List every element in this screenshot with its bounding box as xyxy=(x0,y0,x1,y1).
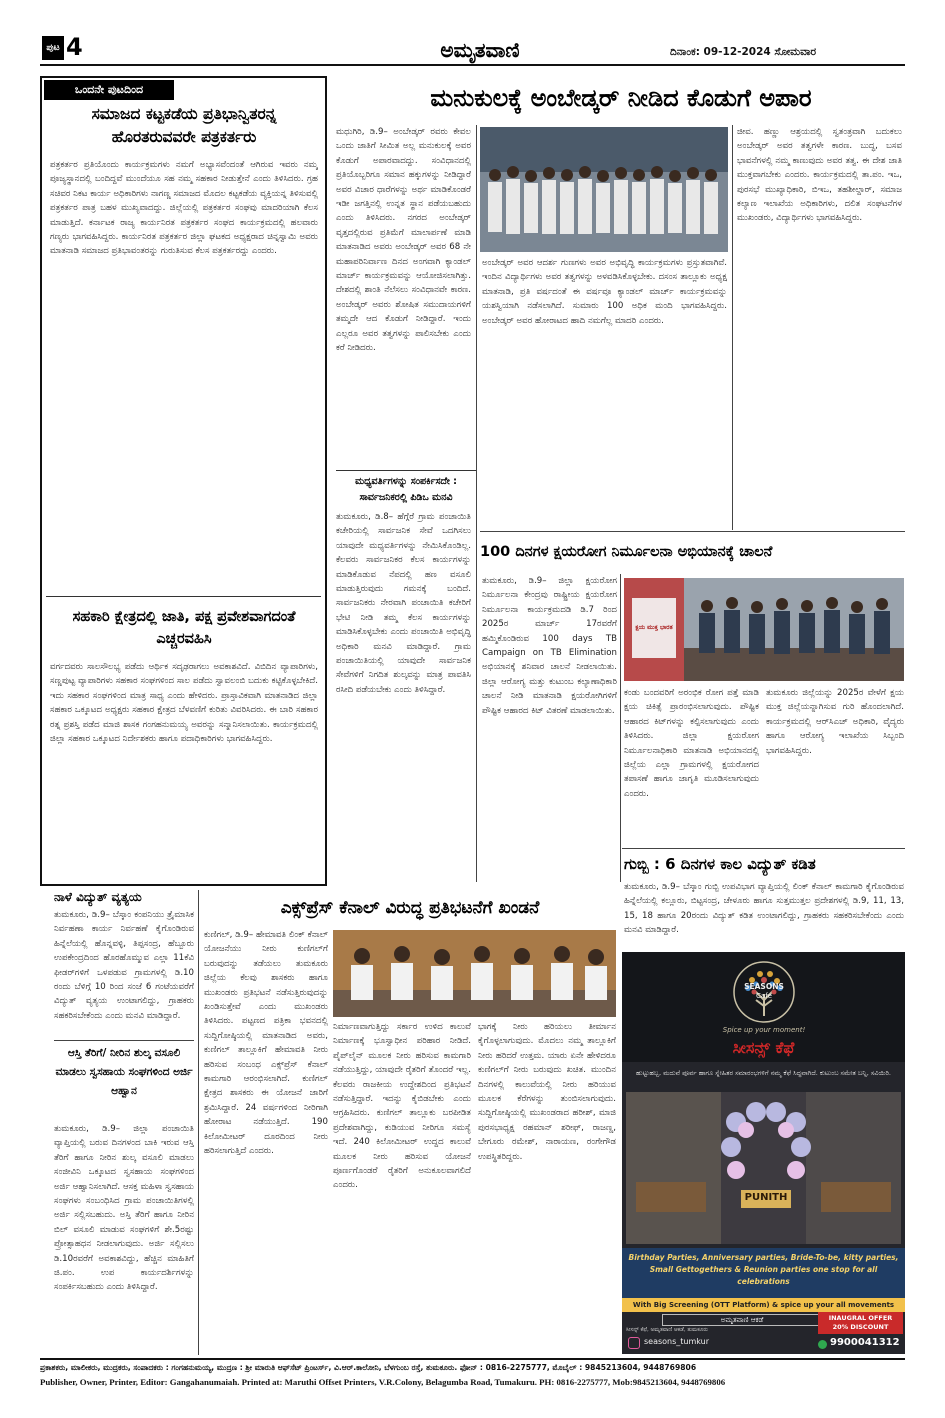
brief-2-body: ತುಮಕೂರು, ಡಿ.9– ಜಿಲ್ಲಾ ಪಂಚಾಯಿತಿ ವ್ಯಾಪ್ತಿಯಲ್ಲಿ ಬರುವ ದಿನಗಳಂದ ಬಾಕಿ ಇರುವ ಆಸ್ತಿ ತೆರಿಗೆ ಹಾಗೂ ನೀರಿನ ಶುಲ್ಕ ವಸೂಲಿ ಮಾಡಲು ಸಂಜೀವಿನಿ ಒಕ್ಕೂಟದ ಸ್ವಸಹಾಯ ಸಂಘಗಳಿಂದ ಅರ್ಜಿ ಆಹ್ವಾನಿಸಲಾಗಿದೆ. ಆಸಕ್ತ ಮಹಿಳಾ ಸ್ವಸಹಾಯ ಸಂಘಗಳು ಸಂಬಂಧಿಸಿದ ಗ್ರಾಮ ಪಂಚಾಯಿತಿಗಳಲ್ಲಿ ಅರ್ಜಿ ಸಲ್ಲಿಸಬಹುದು. ಅಸ್ತಿ ತೆರಿಗೆ ಹಾಗೂ ನೀರಿನ ಬಿಲ್ ವಸೂಲಿ ಮಾಡುವ ಸಂಘಗಳಿಗೆ ಶೇ.5ರಷ್ಟು ಪ್ರೋತ್ಸಾಹಧನ ನೀಡಲಾಗುವುದು. ಅರ್ಜಿ ಸಲ್ಲಿಸಲು ಡಿ.10ರವರೆಗೆ ಅವಕಾಶವಿದ್ದು, ಹೆಚ್ಚಿನ ಮಾಹಿತಿಗೆ ಜಿ.ಪಂ. ಉಪ ಕಾರ್ಯದರ್ಶಿಗಳನ್ನು ಸಂಪರ್ಕಿಸಬಹುದು ಎಂದು ತಿಳಿಸಿದ್ದಾರೆ. xyxy=(54,1124,194,1293)
main-sub-headline: ಮಧ್ಯವರ್ತಿಗಳನ್ನು ಸಂಪರ್ಕಿಸದೇ : ಸಾರ್ವಜನಿಕರಲ್ಲಿ ಪಿಡಿಒ ಮನವಿ xyxy=(355,476,457,503)
date-line: ದಿನಾಂಕ: 09-12-2024 ಸೋಮವಾರ xyxy=(670,46,817,58)
main-body-c: ಅಂಬೇಡ್ಕರ್ ಅವರ ಆದರ್ಶ ಗುಣಗಳು ಅವರ ಅಭಿವೃದ್ಧಿ ಕಾರ್ಯಕ್ರಮಗಳು ಪ್ರಸ್ತುತವಾಗಿವೆ. ಇಂದಿನ ವಿದ್ಯಾರ್ಥಿಗಳು ಅವರ ತತ್ವಗಳನ್ನು ಅಳವಡಿಸಿಕೊಳ್ಳಬೇಕು. ದಸಂಸ ತಾಲ್ಲೂಕು ಅಧ್ಯಕ್ಷ ಮಾತನಾಡಿ, ಪ್ರತಿ ವರ್ಷದಂತೆ ಈ ವರ್ಷವೂ ಕ್ಯಾಂಡಲ್ ಮಾರ್ಚ್ ಕಾರ್ಯಕ್ರಮವನ್ನು ಯಶಸ್ವಿಯಾಗಿ ನಡೆಸಲಾಗಿದೆ. ಸುಮಾರು 100 ಅಧಿಕ ಮಂದಿ ಭಾಗವಹಿಸಿದ್ದರು. ಅಂಬೇಡ್ಕರ್ ಅವರ ಹೋರಾಟದ ಹಾದಿ ನಮಗೆಲ್ಲ ಮಾದರಿ ಎಂದರು. xyxy=(482,258,727,326)
canal-body-b: ನಿರ್ಮಾಣವಾಗುತ್ತಿದ್ದು ಸರ್ಕಾರ ಉಳಿದ ಕಾಲುವೆ ನಿರ್ಮಾಣಕ್ಕೆ ಭೂಸ್ವಾಧೀನ ಪರಿಹಾರ ನೀಡಿದೆ. ಪೈಪ್‌ಲೈನ್ ಮೂಲಕ ನೀರು ಹರಿಸುವ ಕಾಮಗಾರಿ ನಡೆಯುತ್ತಿದ್ದು, ಯಾವುದೇ ರೈತರಿಗೆ ತೊಂದರೆ ಇಲ್ಲ. ಕೆಲವರು ರಾಜಕೀಯ ಉದ್ದೇಶದಿಂದ ಪ್ರತಿಭಟನೆ ನಡೆಸುತ್ತಿದ್ದಾರೆ. ಇದನ್ನು ಕೈಬಿಡಬೇಕು ಎಂದು ಆಗ್ರಹಿಸಿದರು. ಕುಣಿಗಲ್ ತಾಲ್ಲೂಕು ಬರಪೀಡಿತ ಪ್ರದೇಶವಾಗಿದ್ದು, ಕುಡಿಯುವ ನೀರಿಗೂ ಸಮಸ್ಯೆ ಇದೆ. 240 ಕಿಲೋಮೀಟರ್ ಉದ್ದದ ಕಾಲುವೆ ಮೂಲಕ ನೀರು ಹರಿಸುವ ಯೋಜನೆ ಪೂರ್ಣಗೊಂಡರೆ ರೈತರಿಗೆ ಅನುಕೂಲವಾಗಲಿದೆ ಎಂದರು. xyxy=(333,1022,471,1191)
advert-stamp-text: ಅಮೃತವಾಣಿ ಆಕಡೆ xyxy=(720,1316,764,1324)
canal-body-a: ಕುಣಿಗಲ್, ಡಿ.9– ಹೇಮಾವತಿ ಲಿಂಕ್ ಕೆನಾಲ್ ಯೋಜನೆಯು ನೀರು ಕುಣಿಗಲ್‌ಗೆ ಬರುವುದನ್ನು ತಡೆಯಲು ತುಮಕೂರು ಜಿಲ್ಲೆಯ ಕೆಲವು ಶಾಸಕರು ಹಾಗೂ ಮುಖಂಡರು ಪ್ರತಿಭಟನೆ ನಡೆಸುತ್ತಿರುವುದನ್ನು ಖಂಡಿಸುತ್ತೇವೆ ಎಂದು ಮುಖಂಡರು ತಿಳಿಸಿದರು. ಪಟ್ಟಣದ ಪತ್ರಿಕಾ ಭವನದಲ್ಲಿ ಸುದ್ದಿಗೋಷ್ಠಿಯಲ್ಲಿ ಮಾತನಾಡಿದ ಅವರು, ಕುಣಿಗಲ್ ತಾಲ್ಲೂಕಿಗೆ ಹೇಮಾವತಿ ನೀರು ಹರಿಸುವ ಸಂಬಂಧ ಎಕ್ಸ್‌ಪ್ರೆಸ್ ಕೆನಾಲ್ ಕಾಮಗಾರಿ ಆರಂಭಿಸಲಾಗಿದೆ. ಕುಣಿಗಲ್ ಕ್ಷೇತ್ರದ ಶಾಸಕರು ಈ ಯೋಜನೆ ಜಾರಿಗೆ ಶ್ರಮಿಸಿದ್ದಾರೆ. 24 ವರ್ಷಗಳಿಂದ ನೀರಿಗಾಗಿ ಹೋರಾಟ ನಡೆಯುತ್ತಿದೆ. 190 ಕಿಲೋಮೀಟರ್ ದೂರದಿಂದ ನೀರು ಹರಿಸಲಾಗುತ್ತಿದೆ ಎಂದರು. xyxy=(204,930,328,1157)
brief-col-rule xyxy=(198,890,199,1355)
tb-photo xyxy=(624,578,904,681)
tb-body-b: ಕಂಡು ಬಂದವರಿಗೆ ಅರಂಭಿಕ ರೋಗ ಪತ್ತೆ ಮಾಡಿ ಕ್ಷಯ ಚಿಕಿತ್ಸೆ ಪ್ರಾರಂಭಿಸಲಾಗುವುದು. ಪೌಷ್ಟಿಕ ಆಹಾರದ ಕಿಟ್‌ಗಳನ್ನು ಕಲ್ಪಿಸಲಾಗುವುದು ಎಂದು ತಿಳಿಸಿದರು. ಜಿಲ್ಲಾ ಕ್ಷಯರೋಗ ನಿರ್ಮೂಲನಾಧಿಕಾರಿ ಮಾತನಾಡಿ ಅಭಿಯಾನದಲ್ಲಿ ಜಿಲ್ಲೆಯ ಎಲ್ಲಾ ಗ್ರಾಮಗಳಲ್ಲಿ ಕ್ಷಯರೋಗದ ತಪಾಸಣೆ ಹಾಗೂ ಜಾಗೃತಿ ಮೂಡಿಸಲಾಗುವುದು ಎಂದರು. xyxy=(624,688,759,799)
group-photo-illustration xyxy=(480,127,728,252)
main-body-b: ತುಮಕೂರು, ಡಿ.8– ಹೆಗ್ಗೆರೆ ಗ್ರಾಮ ಪಂಚಾಯಿತಿ ಕಚೇರಿಯಲ್ಲಿ ಸಾರ್ವಜನಿಕ ಸೇವೆ ಒದಗಿಸಲು ಯಾವುದೇ ಮಧ್ಯವರ್ತಿಗಳನ್ನು ನೇಮಿಸಿಕೊಂಡಿಲ್ಲ. ಕೆಲವರು ಸಾರ್ವಜನಿಕರ ಕೆಲಸ ಕಾರ್ಯಗಳನ್ನು ಮಾಡಿಕೊಡುವ ನೆಪದಲ್ಲಿ ಹಣ ವಸೂಲಿ ಮಾಡುತ್ತಿರುವುದು ಗಮನಕ್ಕೆ ಬಂದಿದೆ. ಸಾರ್ವಜನಿಕರು ನೇರವಾಗಿ ಪಂಚಾಯಿತಿ ಕಚೇರಿಗೆ ಭೇಟಿ ನೀಡಿ ತಮ್ಮ ಕೆಲಸ ಕಾರ್ಯಗಳನ್ನು ಮಾಡಿಸಿಕೊಳ್ಳಬೇಕು ಎಂದು ಪಂಚಾಯಿತಿ ಅಭಿವೃದ್ಧಿ ಅಧಿಕಾರಿ ಮನವಿ ಮಾಡಿದ್ದಾರೆ. ಗ್ರಾಮ ಪಂಚಾಯಿತಿಯಲ್ಲಿ ಯಾವುದೇ ಸಾರ್ವಜನಿಕ ಸೇವೆಗಳಿಗೆ ನಿಗದಿತ ಶುಲ್ಕವನ್ನು ಮಾತ್ರ ಪಾವತಿಸಿ ರಸೀದಿ ಪಡೆಯಬೇಕು ಎಂದು ತಿಳಿಸಿದ್ದಾರೆ. xyxy=(336,512,471,695)
advert-logo-area xyxy=(622,952,905,1062)
advert-stamp xyxy=(662,1314,822,1326)
main-body-d: ಜೀವ. ಹಣ್ಣು ಆಶ್ರಯದಲ್ಲಿ ಸ್ವತಂತ್ರವಾಗಿ ಬದುಕಲು ಅಂಬೇಡ್ಕರ್ ಅವರ ತತ್ವಗಳೇ ಕಾರಣ. ಬುದ್ಧ, ಬಸವ ಭಾವನೆಗಳಲ್ಲಿ ನಮ್ಮ ಕಾಣುವುದು ಅವರ ತತ್ವ. ಈ ದೇಶ ಜಾತಿ ಮುಕ್ತವಾಗಬೇಕು ಎಂದರು. ಕಾರ್ಯಕ್ರಮದಲ್ಲಿ ತಾ.ಪಂ. ಇಒ, ಪುರಸಭೆ ಮುಖ್ಯಾಧಿಕಾರಿ, ಬಿಇಒ, ತಹಶೀಲ್ದಾರ್, ಸಮಾಜ ಕಲ್ಯಾಣ ಇಲಾಖೆಯ ಅಧಿಕಾರಿಗಳು, ದಲಿತ ಸಂಘಟನೆಗಳ ಮುಖಂಡರು, ವಿದ್ಯಾರ್ಥಿಗಳು ಭಾಗವಹಿಸಿದ್ದರು. xyxy=(737,127,902,224)
footer-rule xyxy=(40,1358,905,1360)
masthead-rule xyxy=(40,64,905,66)
phone-icon xyxy=(818,1340,827,1349)
main-body-a: ಮಧುಗಿರಿ, ಡಿ.9– ಅಂಬೇಡ್ಕರ್ ರವರು ಕೇವಲ ಒಂದು ಜಾತಿಗೆ ಸೀಮಿತ ಅಲ್ಲ ಮನುಕುಲಕ್ಕೆ ಅವರ ಕೊಡುಗೆ ಅಪಾರವಾದದ್ದು. ಸಂವಿಧಾನದಲ್ಲಿ ಪ್ರತಿಯೊಬ್ಬರಿಗೂ ಸಮಾನ ಹಕ್ಕುಗಳನ್ನು ನೀಡಿದ್ದಾರೆ ಅವರ ವಿಚಾರ ಧಾರೆಗಳನ್ನು ಅರ್ಥ ಮಾಡಿಕೊಂಡರೆ ಇಡೀ ಜಗತ್ತಿನಲ್ಲಿ ಉನ್ನತ ಸ್ಥಾನ ಪಡೆಯಬಹುದು ಎಂದು ತಿಳಿಸಿದರು. ನಗರದ ಅಂಬೇಡ್ಕರ್ ವೃತ್ತದಲ್ಲಿರುವ ಪ್ರತಿಮೆಗೆ ಮಾಲಾರ್ಪಣೆ ಮಾಡಿ ಮಾತನಾಡಿದ ಅವರು ಅಂಬೇಡ್ಕರ್ ಅವರ 68 ನೇ ಮಹಾಪರಿನಿರ್ವಾಣ ದಿನದ ಅಂಗವಾಗಿ ಕ್ಯಾಂಡಲ್ ಮಾರ್ಚ್ ಕಾರ್ಯಕ್ರಮವನ್ನು ಆಯೋಜಿಸಲಾಗಿತ್ತು. ದೇಶದಲ್ಲಿ ಶಾಂತಿ ನೆಲೆಸಲು ಸಂವಿಧಾನವೇ ಕಾರಣ. ಅಂಬೇಡ್ಕರ್ ಅವರು ಶೋಷಿತ ಸಮುದಾಯಗಳಿಗೆ ತಮ್ಮದೇ ಆದ ಕೊಡುಗೆ ನೀಡಿದ್ದಾರೆ. ಇಂದು ಎಲ್ಲರೂ ಅವರ ತತ್ವಗಳನ್ನು ಪಾಲಿಸಬೇಕು ಎಂದು ಕರೆ ನೀಡಿದರು. xyxy=(336,127,471,354)
advert-bottom-note: ಸೀಸನ್ಸ್ ಕೆಫೆ, ಅಮೃತವಾಣಿ ಆಕಡೆ, ತುಮಕೂರು xyxy=(626,1327,708,1333)
canal-headline: ಎಕ್ಸ್‌ಪ್ರೆಸ್ ಕೆನಾಲ್ ವಿರುದ್ಧ ಪ್ರತಿಭಟನೆಗೆ ಖಂಡನೆ xyxy=(280,898,540,918)
left-headline-1: ಸಮಾಜದ ಕಟ್ಟಕಡೆಯ ಪ್ರತಿಭಾನ್ವಿತರನ್ನ ಹೊರತರುವವರೇ ಪತ್ರಕರ್ತರು xyxy=(91,105,277,146)
advert xyxy=(622,952,905,1354)
advert-brand: SEASONS xyxy=(744,982,784,991)
tb-banner-label: ಕ್ಷಯ ಮುಕ್ತ ಭಾರತ xyxy=(635,624,673,631)
section-kicker-text: ಒಂದನೇ ಪುಟದಿಂದ xyxy=(74,83,144,96)
brief-divider xyxy=(54,1040,194,1041)
gubbi-body: ತುಮಕೂರು, ಡಿ.9– ಬೆಸ್ಕಾಂ ಗುಬ್ಬಿ ಉಪವಿಭಾಗ ವ್ಯಾಪ್ತಿಯಲ್ಲಿ ಲಿಂಕ್ ಕೆನಾಲ್ ಕಾಮಗಾರಿ ಕೈಗೊಂಡಿರುವ ಹಿನ್ನೆಲೆಯಲ್ಲಿ ಕಲ್ಲೂರು, ಬಿಟ್ಟಸಂದ್ರ, ಚೇಳೂರು ಹಾಗೂ ಸುತ್ತಮುತ್ತಲ ಪ್ರದೇಶಗಳಲ್ಲಿ ಡಿ.9, 11, 13, 15, 18 ಹಾಗೂ 20ರಂದು ವಿದ್ಯುತ್ ಕಡಿತ ಉಂಟಾಗಲಿದ್ದು, ಗ್ರಾಹಕರು ಸಹಕರಿಸಬೇಕೆಂದು ಎಂದು ಮನವಿ ಮಾಡಿದ್ದಾರೆ. xyxy=(624,882,904,936)
left-headline-2: ಸಹಕಾರಿ ಕ್ಷೇತ್ರದಲ್ಲಿ ಜಾತಿ, ಪಕ್ಷ ಪ್ರವೇಶವಾಗದಂತೆ ಎಚ್ಚರವಹಿಸಿ xyxy=(72,609,296,647)
advert-brand-sub: Cafe xyxy=(756,992,772,1000)
main-col-rule-1 xyxy=(476,125,477,882)
advert-phone: 9900041312 xyxy=(830,1337,900,1348)
gubbi-headline: ಗುಬ್ಬಿ : 6 ದಿನಗಳ ಕಾಲ ವಿದ್ಯುತ್ ಕಡಿತ xyxy=(624,855,816,873)
tb-col-rule xyxy=(620,574,621,882)
left-body-2: ವರ್ಗದವರು ಸಾಲಸೌಲಭ್ಯ ಪಡೆದು ಆರ್ಥಿಕ ಸದೃಢರಾಗಲು ಅವಕಾಶವಿದೆ. ವಿಬಿದಿನ ವ್ಯಾಪಾರಿಗಳು, ಸಣ್ಣಪುಟ್ಟ ವ್ಯಾಪಾರಿಗಳು ಸಹಕಾರ ಸಂಘಗಳಿಂದ ಸಾಲ ಪಡೆದು ಸ್ವಾವಲಂಬಿ ಬದುಕು ಕಟ್ಟಿಕೊಳ್ಳಬೇಕಿದೆ. ಇದು ಸಹಕಾರ ಸಂಘಗಳಿಂದ ಮಾತ್ರ ಸಾಧ್ಯ ಎಂದು ಹೇಳಿದರು. ಪ್ರಾಸ್ತಾವಿಕವಾಗಿ ಮಾತನಾಡಿದ ಜಿಲ್ಲಾ ಸಹಕಾರ ಒಕ್ಕೂಟದ ಅಧ್ಯಕ್ಷರು ಸಹಕಾರ ಕ್ಷೇತ್ರದ ಬೆಳವಣಿಗೆ ಕುರಿತು ವಿವರಿಸಿದರು. ಈ ಬಾರಿ ಸಹಕಾರ ರತ್ನ ಪ್ರಶಸ್ತಿ ಪಡೆದ ಮಾಜಿ ಶಾಸಕ ಗಂಗಹನುಮಯ್ಯ ಅವರನ್ನು ಸನ್ಮಾನಿಸಲಾಯಿತು. ಕಾರ್ಯಕ್ರಮದಲ್ಲಿ ಜಿಲ್ಲಾ ಸಹಕಾರ ಒಕ್ಕೂಟದ ನಿರ್ದೇಶಕರು ಹಾಗೂ ಪದಾಧಿಕಾರಿಗಳು ಭಾಗವಹಿಸಿದ್ದರು. xyxy=(50,662,318,745)
page-badge xyxy=(42,36,64,60)
page-badge-label: ಪುಟ xyxy=(46,43,60,53)
paper-name: ಅಮೃತವಾಣಿ xyxy=(440,38,520,62)
canal-photo xyxy=(333,930,616,1017)
main-headline: ಮನುಕುಲಕ್ಕೆ ಅಂಬೇಡ್ಕರ್ ನೀಡಿದ ಕೊಡುಗೆ ಅಪಾರ xyxy=(430,84,812,112)
main-photo xyxy=(480,127,728,252)
brief-1-body: ತುಮಕೂರು, ಡಿ.9– ಬೆಸ್ಕಾಂ ಕಂಪನಿಯು ತ್ರೈಮಾಸಿಕ ನಿರ್ವಹಣಾ ಕಾರ್ಯ ನಿರ್ವಹಣೆ ಕೈಗೊಂಡಿರುವ ಹಿನ್ನೆಲೆಯಲ್ಲಿ ಹೊನ್ನವಳ್ಳಿ, ತಿಪ್ಪಸಂದ್ರ, ಹೆಬ್ಬೂರು ಉಪಕೇಂದ್ರದಿಂದ ಹೊರಹೊಮ್ಮುವ ಎಲ್ಲಾ 11ಕೆವಿ ಫೀಡರ್‌ಗಳಿಗೆ ಒಳಪಡುವ ಗ್ರಾಮಗಳಲ್ಲಿ ಡಿ.10 ರಂದು ಬೆಳಿಗ್ಗೆ 10 ರಿಂದ ಸಂಜೆ 6 ಗಂಟೆಯವರೆಗೆ ವಿದ್ಯುತ್ ವ್ಯತ್ಯಯ ಉಂಟಾಗಲಿದ್ದು, ಗ್ರಾಹಕರು ಸಹಕರಿಸಬೇಕೆಂದು ಎಂದು ಮನವಿ ಮಾಡಿದ್ದಾರೆ. xyxy=(54,910,194,1021)
advert-tagline: Spice up your moment! xyxy=(722,1026,806,1034)
left-body-1: ಪತ್ರಕರ್ತರ ಪ್ರತಿಯೊಂದು ಕಾರ್ಯಕ್ರಮಗಳು ನಮಗೆ ಅಭ್ಯಾಸವೆಂದಂತೆ ಆಗಿರುವ ಇವರು ನಮ್ಮ ಪೂಜ್ಯಸ್ಥಾನದಲ್ಲಿ ಬಂದಿದ್ದವೆ ಮುಂದೆಯೂ ಸಹ ನಮ್ಮ ಸಹಕಾರ ನೀಡುತ್ತೇನೆ ಎಂದು ತಿಳಿಸಿದರು. ಗ್ರಹ ಸಚಿವರ ನಿಕಟ ಕಾರ್ಯ ಅಧಿಕಾರಿಗಳು ನಾಗಣ್ಣ ಸಮಾಜದ ಮೊದಲ ಕಟ್ಟಕಡೆಯ ವ್ಯಕ್ತಿಯನ್ನ ತಿಳಿಸುವಲ್ಲಿ ಪತ್ರಕರ್ತರ ಪಾತ್ರ ಬಹಳ ಮುಖ್ಯವಾದದ್ದು. ಜಿಲ್ಲೆಯಲ್ಲಿ ಪತ್ರಕರ್ತರ ಸಂಘವು ಮಾದರಿಯಾಗಿ ಕೆಲಸ ಮಾಡುತ್ತಿದೆ. ಕರ್ನಾಟಕ ರಾಜ್ಯ ಕಾರ್ಯನಿರತ ಪತ್ರಕರ್ತರ ಸಂಘದ ಕಾರ್ಯಕ್ರಮದಲ್ಲಿ ಹಲವಾರು ಗಣ್ಯರು ಭಾಗವಹಿಸಿದ್ದರು. ಕಾರ್ಯನಿರತ ಪತ್ರಕರ್ತರ ಜಿಲ್ಲಾ ಘಟಕದ ಅಧ್ಯಕ್ಷರಾದ ಚಿನ್ನಸ್ವಾಮಿ ಅವರು ಮಾತನಾಡಿ ಸಮಾಜದ ಪ್ರತಿಭಾವಂತರನ್ನು ಗುರುತಿಸುವ ಕೆಲಸ ಪತ್ರಕರ್ತರದ್ದು ಎಂದರು. xyxy=(50,160,318,257)
gubbi-top-rule xyxy=(622,848,905,849)
advert-occasions: Birthday Parties, Anniversary parties, Bride-To-be, kitty parties, Small Gettogethers & Reunion parties one stop for all celebrations xyxy=(628,1253,899,1286)
advert-occasions-panel xyxy=(622,1248,905,1298)
advert-social: seasons_tumkur xyxy=(644,1337,710,1346)
left-column-box xyxy=(40,76,327,886)
advert-photo xyxy=(626,1092,901,1244)
brief-2-headline: ಆಸ್ತಿ ತೆರಿಗೆ/ ನೀರಿನ ಶುಲ್ಕ ವಸೂಲಿ ಮಾಡಲು ಸ್ವಸಹಾಯ ಸಂಘಗಳಿಂದ ಅರ್ಜಿ ಆಹ್ವಾನ xyxy=(55,1047,193,1097)
press-meet-photo-illustration xyxy=(333,930,616,1017)
main-col-rule-2 xyxy=(732,125,733,530)
footer-line-en: Publisher, Owner, Printer, Editor: Gangahanumaiah. Printed at: Maruthi Offset Printers, V.R.Colony, Belagumba Road, Tumakuru. PH: 0816-2275777, Mob:9845213604, 9448769806 xyxy=(40,1377,726,1387)
sub-headline-rule xyxy=(336,470,476,471)
left-divider xyxy=(46,596,321,597)
brief-1-headline: ನಾಳೆ ವಿದ್ಯುತ್ ವ್ಯತ್ಯಯ xyxy=(54,890,142,904)
tb-body-a: ತುಮಕೂರು, ಡಿ.9– ಜಿಲ್ಲಾ ಕ್ಷಯರೋಗ ನಿರ್ಮೂಲನಾ ಕೇಂದ್ರವು ರಾಷ್ಟ್ರೀಯ ಕ್ಷಯರೋಗ ನಿರ್ಮೂಲನಾ ಕಾರ್ಯಕ್ರಮದಡಿ ಡಿ.7 ರಿಂದ 2025ರ ಮಾರ್ಚ್ 17ರವರೆಗೆ ಹಮ್ಮಿಕೊಂಡಿರುವ 100 days TB Campaign on TB Elimination ಅಭಿಯಾನಕ್ಕೆ ಶನಿವಾರ ಚಾಲನೆ ನೀಡಲಾಯಿತು. ಜಿಲ್ಲಾ ಆರೋಗ್ಯ ಮತ್ತು ಕುಟುಂಬ ಕಲ್ಯಾಣಾಧಿಕಾರಿ ಚಾಲನೆ ನೀಡಿ ಮಾತನಾಡಿ ಕ್ಷಯರೋಗಿಗಳಿಗೆ ಪೌಷ್ಟಿಕ ಆಹಾರದ ಕಿಟ್ ವಿತರಣೆ ಮಾಡಲಾಯಿತು. xyxy=(482,576,617,716)
tb-headline: 100 ದಿನಗಳ ಕ್ಷಯರೋಗ ನಿರ್ಮೂಲನಾ ಅಭಿಯಾನಕ್ಕೆ ಚಾಲನೆ xyxy=(480,544,773,560)
tb-body-c: ತುಮಕೂರು ಜಿಲ್ಲೆಯನ್ನು 2025ರ ವೇಳೆಗೆ ಕ್ಷಯ ಮುಕ್ತ ಜಿಲ್ಲೆಯನ್ನಾಗಿಸುವ ಗುರಿ ಹೊಂದಲಾಗಿದೆ. ಕಾರ್ಯಕ್ರಮದಲ್ಲಿ ಆರ್‌ಸಿಎಚ್ ಅಧಿಕಾರಿ, ವೈದ್ಯರು ಹಾಗೂ ಆರೋಗ್ಯ ಇಲಾಖೆಯ ಸಿಬ್ಬಂದಿ ಭಾಗವಹಿಸಿದ್ದರು. xyxy=(766,688,904,756)
advert-kannada-name: ಸೀಸನ್ಸ್ ಕೆಫೆ xyxy=(732,1038,795,1057)
footer-line-kn: ಪ್ರಕಾಶಕರು, ಮಾಲೀಕರು, ಮುದ್ರಕರು, ಸಂಪಾದಕರು : ಗಂಗಹನುಮಯ್ಯ, ಮುದ್ರಣ : ಶ್ರೀ ಮಾರುತಿ ಆಫ್‌ಸೆಟ್ ಪ್ರಿಂಟರ್ಸ್, ವಿ.ಆರ್.ಕಾಲೋನಿ, ಬೆಳಗುಂಬ ರಸ್ತೆ, ತುಮಕೂರು. ಫೋನ್ : 0816-2275777, ಮೊಬೈಲ್ : 9845213604, 9448769806 xyxy=(40,1363,697,1372)
advert-offer-box xyxy=(818,1312,903,1334)
advert-offer-line-2: 20% DISCOUNT xyxy=(832,1323,889,1331)
advert-intro: ಹುಟ್ಟುಹಬ್ಬ, ಮದುವೆ ಪೂರ್ವ ಹಾಗೂ ಸ್ನೇಹಿತರ ಸಮಾರಂಭಗಳಿಗೆ ನಮ್ಮ ಕೆಫೆ ಸಿದ್ಧವಾಗಿದೆ. ಕುಟುಂಬ ಸಮೇತ ಬನ್ನಿ, ಸವಿಯಿರಿ. xyxy=(636,1069,891,1077)
page-number: 4 xyxy=(66,33,83,61)
canal-body-c: ಭಾಗಕ್ಕೆ ನೀರು ಹರಿಯಲು ತೀರ್ಮಾನ ಕೈಗೊಳ್ಳಲಾಗುವುದು. ಮೊದಲು ನಮ್ಮ ತಾಲ್ಲೂಕಿಗೆ ನೀರು ಹರಿದರೆ ಉತ್ತಮ. ಯಾರು ಏನೇ ಹೇಳಿದರೂ ಕುಣಿಗಲ್‌ಗೆ ನೀರು ಬರುವುದು ಖಚಿತ. ಮುಂದಿನ ದಿನಗಳಲ್ಲಿ ಕಾಲುವೆಯಲ್ಲಿ ನೀರು ಹರಿಯುವ ಮೂಲಕ ಕೆರೆಗಳನ್ನು ತುಂಬಿಸಲಾಗುವುದು. ಸುದ್ದಿಗೋಷ್ಠಿಯಲ್ಲಿ ಮುಖಂಡರಾದ ಹರೀಶ್, ಮಾಜಿ ಪುರಸಭಾಧ್ಯಕ್ಷ ರಹಮಾನ್ ಶರೀಫ್, ರಾಜಣ್ಣ, ಬೇಗೂರು ರಮೇಶ್, ನಾರಾಯಣ, ರಂಗೇಗೌಡ ಉಪಸ್ಥಿತರಿದ್ದರು. xyxy=(478,1022,616,1162)
instagram-icon xyxy=(628,1337,640,1349)
section-kicker xyxy=(44,80,174,100)
cafe-interior-photo-illustration xyxy=(626,1092,901,1244)
advert-offer-line-1: INAUGRAL OFFER xyxy=(828,1314,893,1322)
advert-screening: With Big Screening (OTT Platform) & spice up your all movements xyxy=(622,1298,905,1312)
advert-photo-caption: PUNITH xyxy=(744,1192,788,1203)
tb-top-rule xyxy=(480,531,905,532)
